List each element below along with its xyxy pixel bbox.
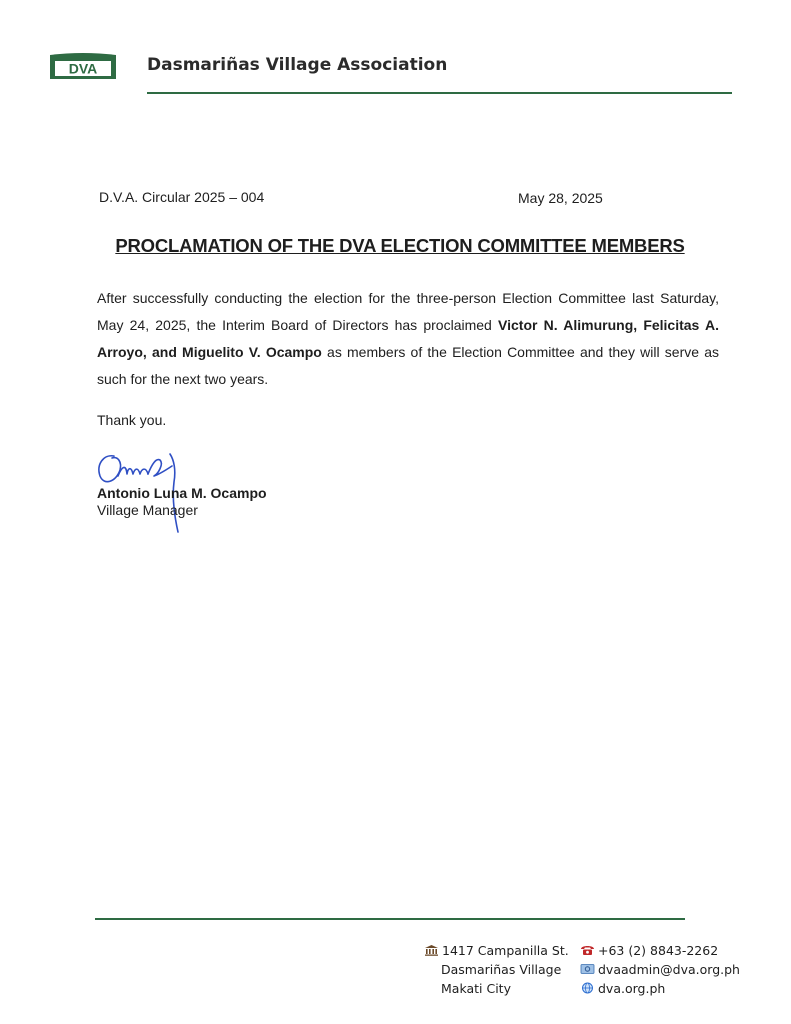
address-line-3: Makati City: [441, 981, 511, 996]
globe-icon: [580, 982, 595, 994]
address-line-1: [424, 941, 569, 960]
org-name: Dasmariñas Village Association: [147, 55, 448, 75]
document-title: PROCLAMATION OF THE DVA ELECTION COMMITTEE MEMBERS: [115, 235, 685, 256]
body-paragraph: [97, 285, 719, 393]
svg-text:DVA: DVA: [68, 60, 98, 77]
footer-contact: [580, 941, 740, 998]
phone-icon: [580, 944, 595, 956]
header-divider: [147, 92, 732, 94]
proclaimed-names: Victor N. Alimurung, Felicitas A. Arroyo, and Miguelito V. Ocampo: [97, 317, 719, 360]
address-line-2: Dasmariñas Village: [441, 962, 562, 977]
contact-email: [580, 960, 740, 979]
building-icon: [424, 944, 439, 956]
body-text-intro: After successfully conducting the election for the three-person Election Committee last Saturday, May 24, 2025, the Interim Board of Directors has proclaimed: [97, 290, 719, 333]
circular-number: D.V.A. Circular 2025 – 004: [99, 189, 265, 205]
circular-date: May 28, 2025: [518, 190, 603, 206]
email-icon: [580, 963, 595, 975]
address-street: 1417 Campanilla St.: [442, 943, 569, 958]
footer-address: [424, 941, 569, 998]
footer-divider: [95, 918, 685, 920]
signatory-name: Antonio Luna M. Ocampo: [97, 485, 267, 501]
closing-text: Thank you.: [97, 412, 167, 428]
dva-logo: [46, 52, 120, 82]
contact-website: [580, 979, 740, 998]
body-text-end: as members of the Election Committee and they will serve as such for the next two years.: [97, 344, 720, 387]
phone-number: +63 (2) 8843-2262: [598, 943, 719, 958]
website-url[interactable]: dva.org.ph: [598, 981, 666, 996]
email-address[interactable]: dvaadmin@dva.org.ph: [598, 962, 740, 977]
signatory-title: Village Manager: [97, 502, 198, 518]
contact-phone: [580, 941, 740, 960]
